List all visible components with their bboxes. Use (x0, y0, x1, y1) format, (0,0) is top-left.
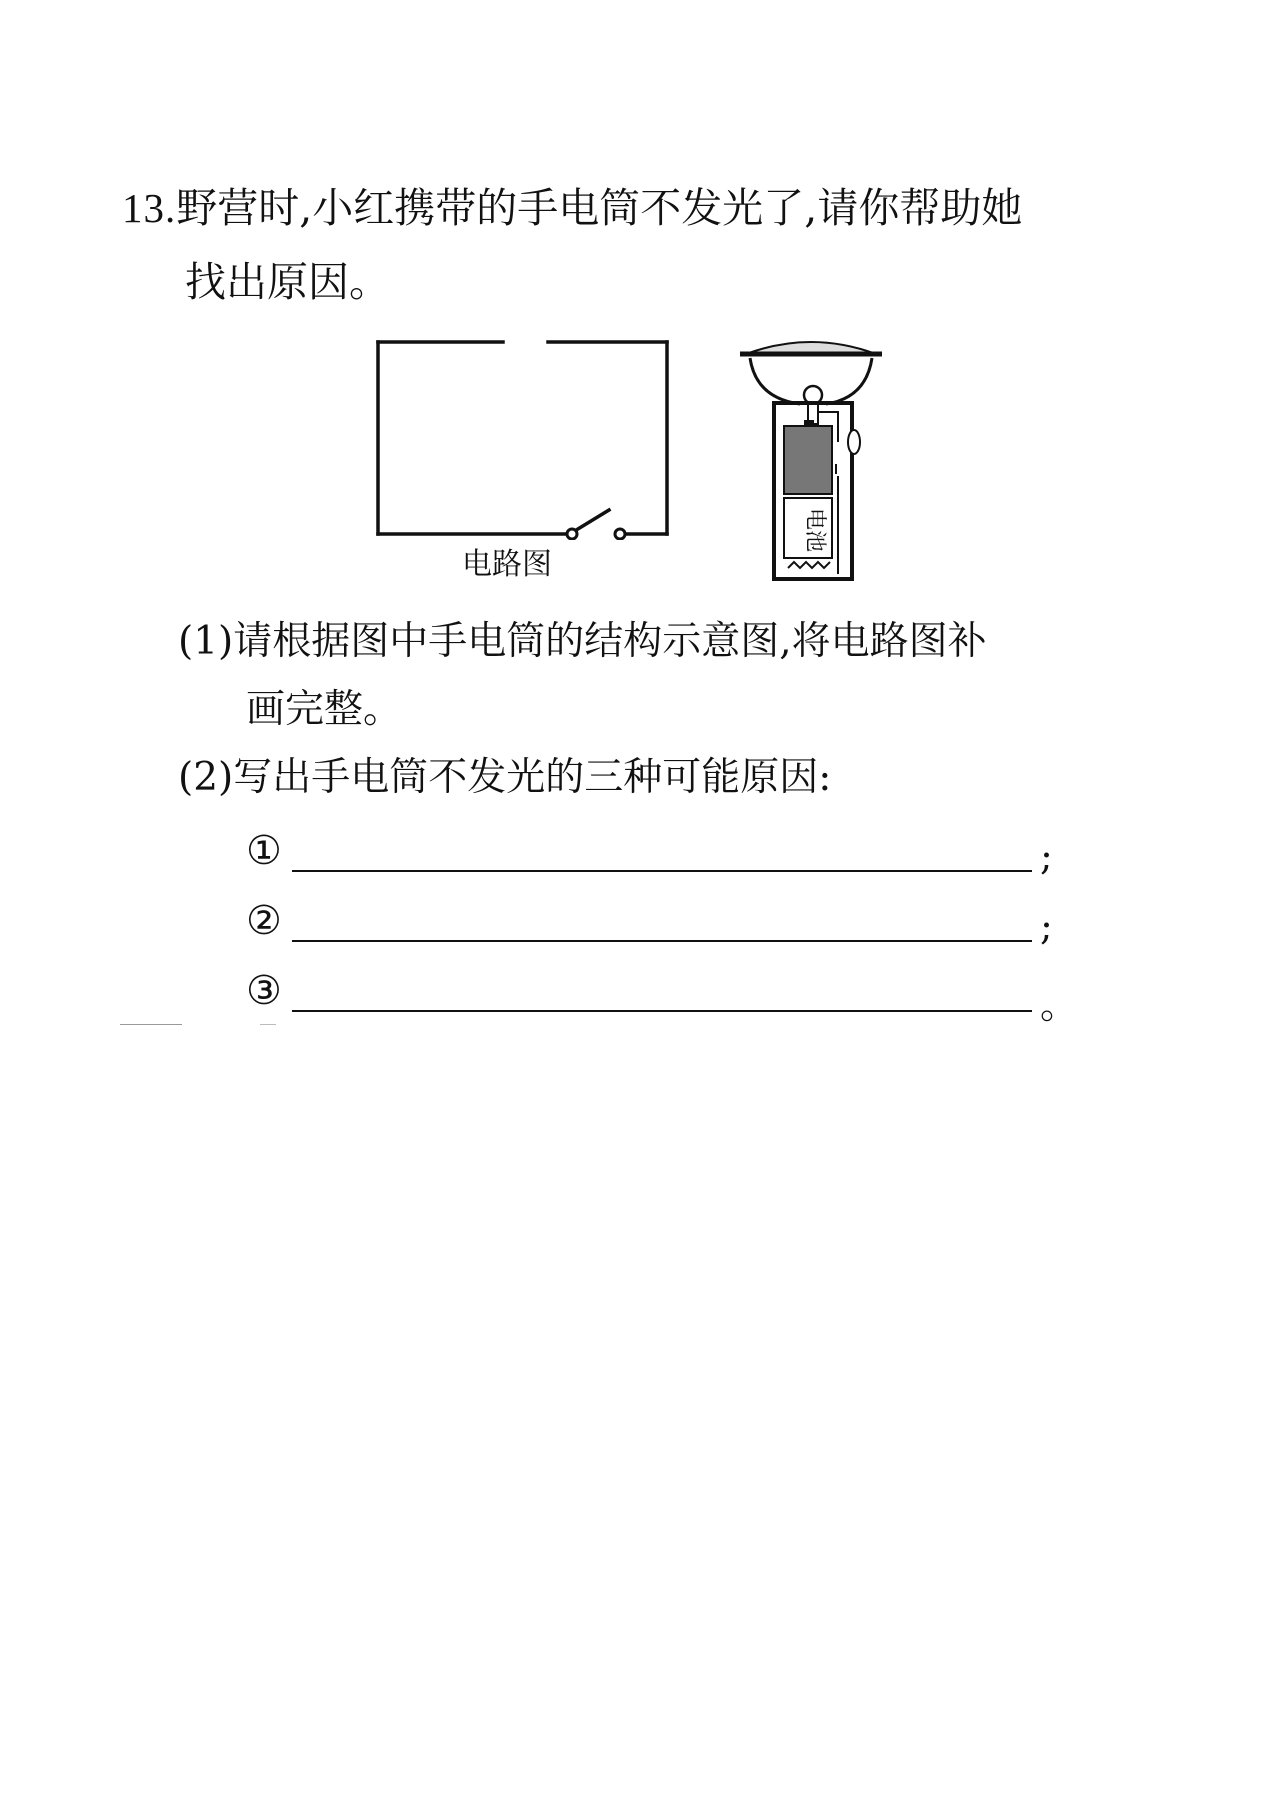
battery-upper-terminal (804, 420, 814, 426)
battery-label: 电池 (802, 508, 827, 553)
side-switch (848, 430, 860, 454)
part1-line-2: 画完整。 (246, 687, 403, 732)
question-line-1 (122, 184, 1023, 232)
answer-field-1[interactable] (292, 870, 1032, 872)
answer-end-3: 。 (1040, 983, 1079, 1027)
answer-marker-3: ③ (246, 968, 282, 1014)
switch-blade (573, 510, 609, 532)
answer-field-3[interactable] (292, 1010, 1032, 1012)
diagram-caption: 电路图 (462, 547, 552, 582)
reflector-right (826, 358, 872, 404)
answer-marker-2: ② (246, 898, 282, 944)
margin-divider-dot (260, 1024, 276, 1025)
battery-upper (784, 426, 832, 494)
question-text: 野营时,小红携带的手电筒不发光了,请你帮助她 (176, 184, 1023, 232)
spring (788, 562, 830, 568)
circuit-diagram (370, 330, 670, 540)
part2-line-1: (2)写出手电筒不发光的三种可能原因: (178, 755, 832, 800)
switch-pivot (567, 529, 577, 539)
part1-line-1: (1)请根据图中手电筒的结构示意图,将电路图补 (178, 619, 987, 664)
answer-marker-1: ① (246, 828, 282, 874)
margin-divider (120, 1024, 182, 1025)
flashlight-diagram (736, 336, 886, 586)
question-line-2: 找出原因。 (185, 258, 390, 306)
question-number: 13. (122, 185, 177, 231)
answer-field-2[interactable] (292, 940, 1032, 942)
answer-end-2: ; (1040, 904, 1053, 948)
answer-end-1: ; (1040, 834, 1053, 878)
switch-contact (615, 529, 625, 539)
reflector-left (750, 358, 800, 404)
